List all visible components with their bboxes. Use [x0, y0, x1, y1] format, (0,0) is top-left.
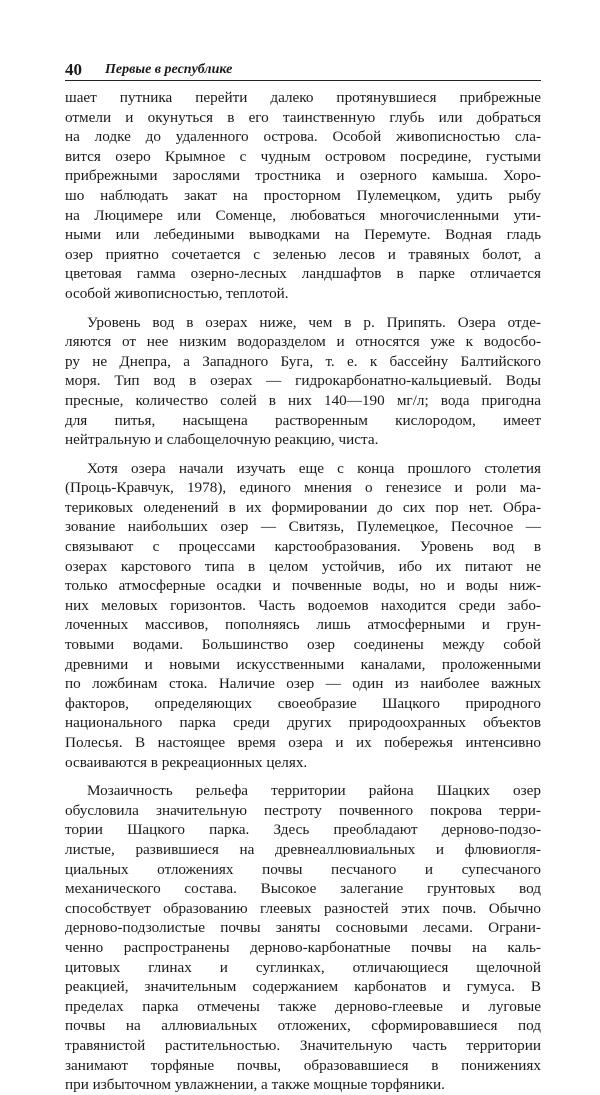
text-line: осваиваются в рекреационных целях. — [65, 753, 308, 771]
text-line: особой живописностью, теплотой. — [65, 284, 289, 302]
text-line: нейтральную и слабощелочную реакцию, чиста. — [65, 431, 379, 449]
paragraph-gap — [65, 450, 541, 459]
text-line: только атмосферные осадки и почвенные воды, но и воды ниж- — [65, 577, 541, 595]
paragraph-gap — [65, 772, 541, 781]
text-line: озер приятно сочетается с зеленью лесов и травяных болот, а — [65, 245, 541, 263]
text-line: ляются от нее низким водоразделом и относятся уже к водосбо- — [65, 333, 541, 351]
text-line: циальных отложениях почвы песчаного и супесчаного — [65, 860, 541, 878]
text-line: травянистой растительностью. Значительную часть территории — [65, 1036, 541, 1054]
text-line: моря. Тип вод в озерах — гидрокарбонатно-кальциевый. Воды — [65, 372, 541, 390]
body-text — [65, 88, 541, 1095]
text-line: вится озеро Крымное с чудным островом посредине, густыми — [65, 147, 541, 165]
text-line: способствует образованию глеевых разностей этих почв. Обычно — [65, 899, 541, 917]
running-title: Первые в республике — [105, 62, 233, 77]
text-line: факторов, определяющих своеобразие Шацкого природного — [65, 694, 541, 712]
text-line: для питья, насыщена растворенным кислородом, имеет — [65, 411, 541, 429]
text-line: ченно распространены дерново-карбонатные почвы на каль- — [65, 938, 541, 956]
text-line: Хотя озера начали изучать еще с конца прошлого столетия — [87, 459, 541, 477]
page-number: 40 — [65, 60, 82, 79]
text-line: пресные, количество солей в них 140—190 мг/л; вода пригодна — [65, 391, 541, 409]
paragraph — [65, 459, 541, 773]
text-line: по ложбинам стока. Наличие озер — один из наиболее важных — [65, 675, 541, 693]
text-line: Мозаичность рельефа территории района Шацких озер — [87, 782, 541, 800]
text-line: занимают торфяные почвы, образовавшиеся в понижениях — [65, 1056, 541, 1074]
text-line: Полесья. В настоящее время озера и их побережья интенсивно — [65, 734, 541, 751]
text-line: (Проць-Кравчук, 1978), единого мнения о генезисе и роли ма- — [65, 479, 541, 497]
text-line: озерах карстового типа в целом устойчив, ибо их питают не — [65, 557, 541, 575]
paragraph-gap — [65, 304, 541, 313]
text-line: ру не Днепра, а Западного Буга, т. е. к бассейну Балтийского — [65, 352, 541, 370]
text-line: реакцией, значительным содержанием карбонатов и гумуса. В — [65, 978, 541, 996]
page-header — [65, 60, 541, 81]
text-line: пределах парка отмечены также дерново-глеевые и луговые — [65, 997, 541, 1015]
text-line: ными или лебедиными выводками на Перемуте. Водная гладь — [65, 226, 541, 244]
text-line: на лодке до удаленного острова. Особой живописностью сла- — [65, 128, 541, 146]
text-line: шо наблюдать закат на просторном Пулемецком, удить рыбу — [65, 186, 541, 204]
text-line: лоченных массивов, пополняясь лишь атмосферными и грун- — [65, 616, 541, 634]
text-line: на Люцимере или Соменце, любоваться многочисленными ути- — [65, 206, 541, 224]
text-line: цветовая гамма озерно-лесных ландшафтов в парке отличается — [65, 265, 541, 283]
text-line: териковых оледенений в их формировании до сих пор нет. Обра- — [65, 498, 541, 516]
text-line: национального парка среди других природоохранных объектов — [65, 714, 541, 732]
text-line: Уровень вод в озерах ниже, чем в р. Припять. Озера отде- — [87, 313, 541, 331]
text-line: древними и новыми искусственными каналами, проложенными — [65, 655, 541, 673]
text-line: отмели и окунуться в его таинственную глубь или добраться — [65, 108, 541, 126]
text-line: товыми водами. Большинство озер соединены между собой — [65, 636, 541, 654]
text-line: обусловила значительную пестроту почвенного покрова терри- — [65, 801, 541, 819]
text-line: них меловых горизонтов. Часть водоемов находится среди забо- — [65, 596, 541, 614]
text-line: шает путника перейти далеко протянувшиеся прибрежные — [65, 89, 541, 106]
text-line: механического состава. Высокое залегание грунтовых вод — [65, 880, 541, 898]
text-line: прибрежными зарослями тростника и озерного камыша. Хоро- — [65, 167, 541, 185]
text-line: дерново-подзолистые почвы заняты сосновыми лесами. Ограни- — [65, 919, 541, 937]
text-line: зование наибольших озер — Свитязь, Пулемецкое, Песочное — — [65, 518, 541, 536]
paragraph — [65, 313, 541, 450]
text-line: при избыточном увлажнении, а также мощные торфяники. — [65, 1076, 445, 1094]
text-line: связывают с процессами карстообразования. Уровень вод в — [65, 538, 541, 556]
text-line: тории Шацкого парка. Здесь преобладают дерново-подзо- — [65, 821, 541, 839]
text-line: листые, развившиеся на древнеаллювиальных и флювиогля- — [65, 840, 541, 858]
text-line: цитовых глинах и суглинках, отличающиеся щелочной — [65, 958, 541, 976]
paragraph — [65, 781, 541, 1095]
paragraph — [65, 88, 541, 304]
text-line: почвы на аллювиальных отложених, сформировавшиеся под — [65, 1017, 541, 1035]
